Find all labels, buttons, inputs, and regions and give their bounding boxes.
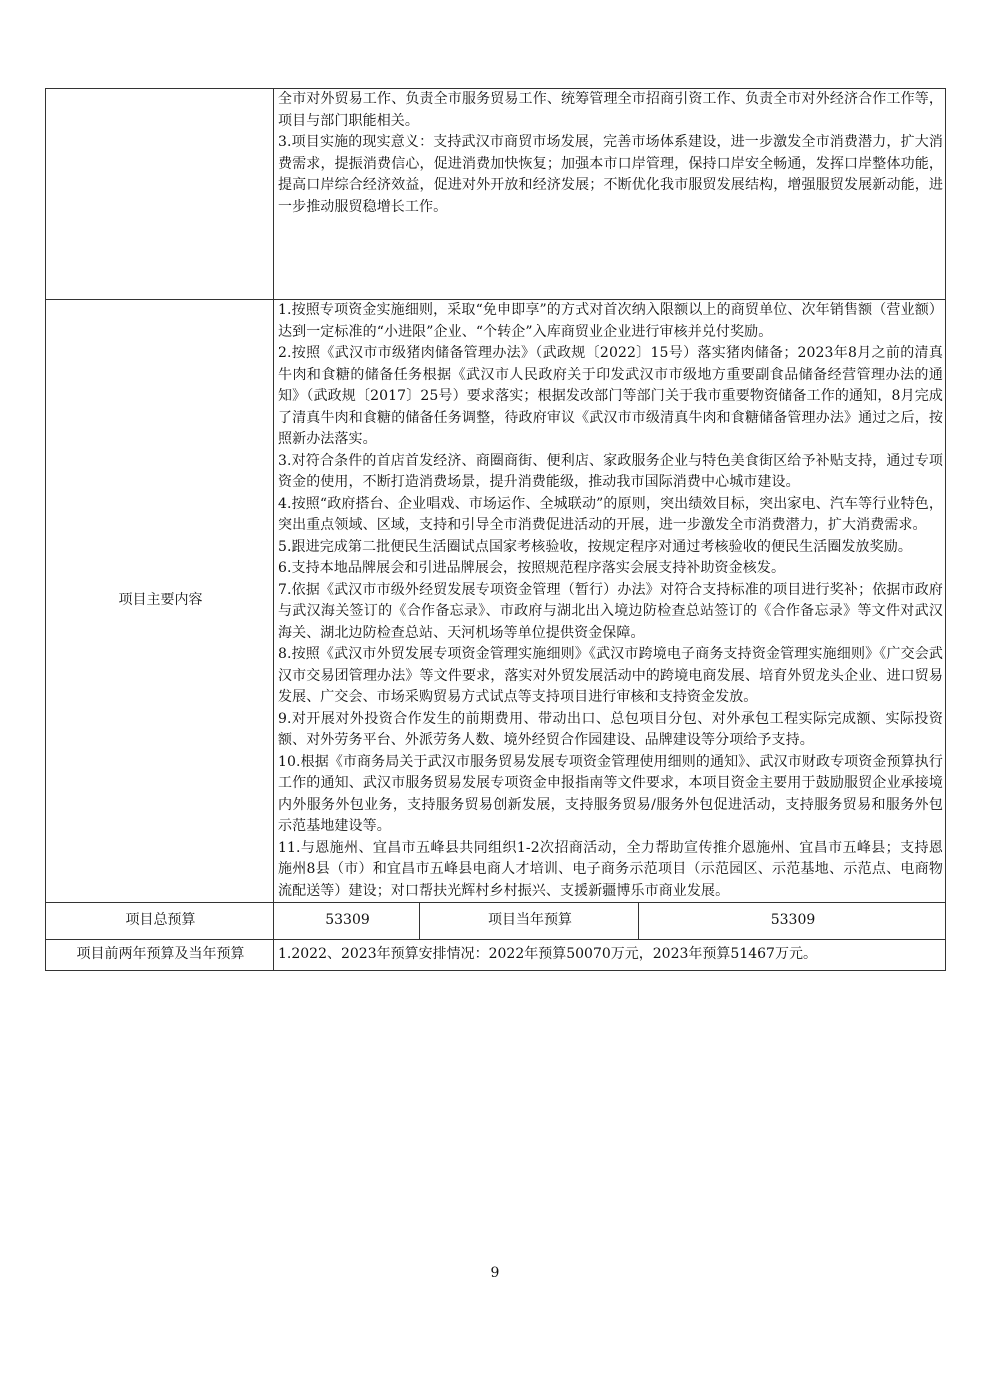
list-item: 10.根据《市商务局关于武汉市服务贸易发展专项资金管理使用细则的通知》、武汉市财政专项资金预算执行工作的通知、武汉市服务贸易发展专项资金申报指南等文件要求，本项目资金主要用于鼓励服贸企业承接境内外服务外包业务，支持服务贸易创新发展，支持服务贸易/服务外包促进活动，支持服务贸易和服务外包示范基地建设等。 [278,753,943,834]
list-item: 4.按照“政府搭台、企业唱戏、市场运作、全城联动”的原则，突出绩效目标，突出家电、汽车等行业特色，突出重点领域、区域，支持和引导全市消费促进活动的开展，进一步激发全市消费潜力，扩大消费需求。 [278,495,943,533]
paragraph: 3.项目实施的现实意义：支持武汉市商贸市场发展，完善市场体系建设，进一步激发全市消费潜力，扩大消费需求，提振消费信心，促进消费加快恢复；加强本市口岸管理，保持口岸安全畅通，发挥口岸整体功能，提高口岸综合经济效益，促进对外开放和经济发展；不断优化我市服贸发展结构，增强服贸发展新动能，进一步推动服贸稳增长工作。 [278,134,943,215]
table-row [46,300,946,903]
list-item: 7.依据《武汉市市级外经贸发展专项资金管理（暂行）办法》对符合支持标准的项目进行奖补；依据市政府与武汉海关签订的《合作备忘录》、市政府与湖北出入境边防检查总站签订的《合作备忘录》等文件对武汉海关、湖北边防检查总站、天河机场等单位提供资金保障。 [278,581,943,641]
project-info-table [45,88,946,971]
top-text-cell [274,89,946,300]
list-item: 1.按照专项资金实施细则，采取“免申即享”的方式对首次纳入限额以上的商贸单位、次年销售额（营业额）达到一定标准的“小进限”企业、“个转企”入库商贸业企业进行审核并兑付奖励。 [278,302,943,340]
main-content-label: 项目主要内容 [46,300,274,903]
main-content-cell [274,300,946,903]
empty-label-cell [46,89,274,300]
previous-budget-text: 1.2022、2023年预算安排情况：2022年预算50070万元，2023年预算51467万元。 [274,940,946,971]
list-item: 3.对符合条件的首店首发经济、商圈商街、便利店、家政服务企业与特色美食街区给予补贴支持，通过专项资金的使用，不断打造消费场景，提升消费能级，推动我市国际消费中心城市建设。 [278,452,943,490]
list-item: 8.按照《武汉市外贸发展专项资金管理实施细则》《武汉市跨境电子商务支持资金管理实施细则》《广交会武汉市交易团管理办法》等文件要求，落实对外贸发展活动中的跨境电商发展、培育外贸龙头企业、进口贸易发展、广交会、市场采购贸易方式试点等支持项目进行审核和支持资金发放。 [278,646,943,705]
list-item: 11.与恩施州、宜昌市五峰县共同组织1-2次招商活动，全力帮助宣传推介恩施州、宜昌市五峰县；支持恩施州8县（市）和宜昌市五峰县电商人才培训、电子商务示范项目（示范园区、示范基地、示范点、电商物流配送等）建设；对口帮扶光辉村乡村振兴、支援新疆博乐市商业发展。 [278,839,943,899]
list-item: 6.支持本地品牌展会和引进品牌展会，按照规范程序落实会展支持补助资金核发。 [278,560,786,576]
total-budget-label: 项目总预算 [46,903,274,940]
table-row [46,940,946,971]
current-budget-label: 项目当年预算 [420,903,639,940]
paragraph: 全市对外贸易工作、负责全市服务贸易工作、统筹管理全市招商引资工作、负责全市对外经济合作工作等，项目与部门职能相关。 [278,91,943,129]
table-row [46,89,946,300]
list-item: 5.跟进完成第二批便民生活圈试点国家考核验收，按规定程序对通过考核验收的便民生活圈发放奖励。 [278,538,912,555]
previous-budget-label: 项目前两年预算及当年预算 [46,940,274,971]
page-number: 9 [490,1265,500,1281]
current-budget-value: 53309 [639,903,946,940]
total-budget-value: 53309 [274,903,420,940]
list-item: 2.按照《武汉市市级猪肉储备管理办法》（武政规〔2022〕15号）落实猪肉储备；2023年8月之前的清真牛肉和食糖的储备任务根据《武汉市人民政府关于印发武汉市市级地方重要副食品储备经营管理办法的通知》（武政规〔2017〕25号）要求落实；根据发改部门等部门关于我市重要物资储备工作的通知，8月完成了清真牛肉和食糖的储备任务调整，待政府审议《武汉市市级清真牛肉和食糖储备管理办法》通过之后，按照新办法落实。 [278,345,943,447]
list-item: 9.对开展对外投资合作发生的前期费用、带动出口、总包项目分包、对外承包工程实际完成额、实际投资额、对外劳务平台、外派劳务人数、境外经贸合作园建设、品牌建设等分项给予支持。 [278,710,943,748]
table-row [46,903,946,940]
